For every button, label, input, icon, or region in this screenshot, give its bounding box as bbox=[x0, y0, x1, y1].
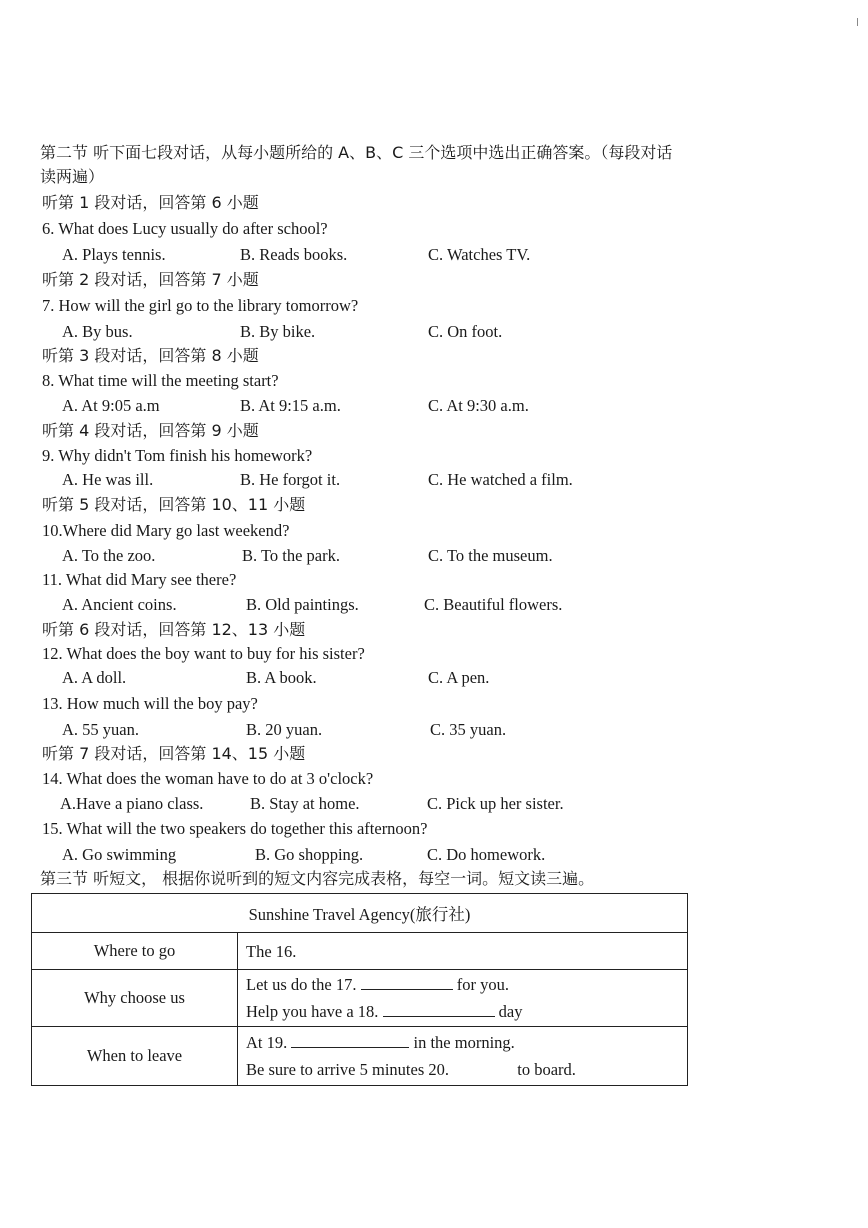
row-label: Where to go bbox=[32, 933, 238, 970]
option-c: C. 35 yuan. bbox=[430, 720, 507, 739]
option-b: B. Stay at home. bbox=[250, 794, 360, 813]
row-label: Why choose us bbox=[32, 970, 238, 1027]
option-c: C. A pen. bbox=[428, 668, 490, 687]
dialogue-header: 听第 3 段对话，回答第 8 小题 bbox=[42, 346, 259, 365]
question-stem: 9. Why didn't Tom finish his homework? bbox=[42, 446, 313, 465]
section2-instructions-line2: 读两遍） bbox=[40, 167, 105, 186]
text-before-blank: Be sure to arrive 5 minutes 20. bbox=[246, 1060, 449, 1079]
question-stem: 8. What time will the meeting start? bbox=[42, 371, 279, 390]
section2-instructions-line1: 第二节 听下面七段对话，从每小题所给的 A、B、C 三个选项中选出正确答案。（每段对话 bbox=[40, 143, 673, 162]
row-content bbox=[238, 933, 688, 970]
option-a: A. Go swimming bbox=[62, 845, 177, 864]
text-before-blank: Help you have a 18. bbox=[246, 1002, 379, 1021]
option-b: B. By bike. bbox=[240, 322, 316, 341]
dialogue-header: 听第 2 段对话，回答第 7 小题 bbox=[42, 270, 259, 289]
question-stem: 13. How much will the boy pay? bbox=[42, 694, 258, 713]
question-stem: 12. What does the boy want to buy for his sister? bbox=[42, 644, 365, 663]
option-a: A.Have a piano class. bbox=[60, 794, 204, 813]
question-stem: 7. How will the girl go to the library tomorrow? bbox=[42, 296, 359, 315]
dialogue-header: 听第 1 段对话，回答第 6 小题 bbox=[42, 193, 259, 212]
option-b: B. Old paintings. bbox=[246, 595, 359, 614]
option-a: A. 55 yuan. bbox=[62, 720, 139, 739]
option-c: C. At 9:30 a.m. bbox=[428, 396, 529, 415]
answer-blank-17[interactable] bbox=[361, 973, 453, 990]
table-row bbox=[32, 970, 688, 1027]
question-stem: 15. What will the two speakers do together this afternoon? bbox=[42, 819, 428, 838]
option-b: B. Go shopping. bbox=[255, 845, 364, 864]
option-a: A. By bus. bbox=[62, 322, 133, 341]
content-line bbox=[246, 998, 687, 1025]
content-line bbox=[246, 1056, 687, 1083]
question-stem: 14. What does the woman have to do at 3 o'clock? bbox=[42, 769, 374, 788]
dialogue-header: 听第 5 段对话，回答第 10、11 小题 bbox=[42, 495, 306, 514]
option-a: A. At 9:05 a.m bbox=[62, 396, 160, 415]
dialogue-header: 听第 7 段对话，回答第 14、15 小题 bbox=[42, 744, 306, 763]
option-c: C. Watches TV. bbox=[428, 245, 531, 264]
content-line bbox=[246, 1029, 687, 1056]
row-content bbox=[238, 970, 688, 1027]
text-after-blank: to board. bbox=[517, 1060, 576, 1079]
text-before-blank: Let us do the 17. bbox=[246, 975, 357, 994]
travel-agency-table bbox=[31, 893, 688, 1086]
option-c: C. Do homework. bbox=[427, 845, 546, 864]
scan-mark bbox=[857, 18, 858, 26]
option-c: C. On foot. bbox=[428, 322, 503, 341]
option-a: A. To the zoo. bbox=[62, 546, 156, 565]
answer-blank-19[interactable] bbox=[291, 1031, 409, 1048]
content-line bbox=[246, 971, 687, 998]
text-before-blank: At 19. bbox=[246, 1033, 288, 1052]
option-b: B. 20 yuan. bbox=[246, 720, 323, 739]
row-content bbox=[238, 1027, 688, 1086]
answer-16-text: The 16. bbox=[246, 941, 297, 961]
option-c: C. Pick up her sister. bbox=[427, 794, 564, 813]
text-after-blank: day bbox=[498, 1002, 523, 1021]
question-stem: 10.Where did Mary go last weekend? bbox=[42, 521, 290, 540]
answer-blank-18[interactable] bbox=[383, 1000, 495, 1017]
question-stem: 11. What did Mary see there? bbox=[42, 570, 237, 589]
answer-blank-20[interactable] bbox=[453, 1058, 513, 1075]
question-stem: 6. What does Lucy usually do after school? bbox=[42, 219, 328, 238]
dialogue-header: 听第 4 段对话，回答第 9 小题 bbox=[42, 421, 259, 440]
option-c: C. Beautiful flowers. bbox=[424, 595, 563, 614]
option-b: B. To the park. bbox=[242, 546, 340, 565]
row-label: When to leave bbox=[32, 1027, 238, 1086]
option-b: B. At 9:15 a.m. bbox=[240, 396, 341, 415]
section3-instructions: 第三节 听短文， 根据你说听到的短文内容完成表格，每空一词。短文读三遍。 bbox=[40, 869, 595, 888]
option-b: B. Reads books. bbox=[240, 245, 348, 264]
option-b: B. A book. bbox=[246, 668, 317, 687]
option-a: A. He was ill. bbox=[62, 470, 154, 489]
table-row bbox=[32, 1027, 688, 1086]
option-b: B. He forgot it. bbox=[240, 470, 341, 489]
table-row bbox=[32, 933, 688, 970]
text-after-blank: in the morning. bbox=[413, 1033, 515, 1052]
option-a: A. Plays tennis. bbox=[62, 245, 166, 264]
table-title: Sunshine Travel Agency(旅行社) bbox=[32, 894, 688, 933]
option-a: A. Ancient coins. bbox=[62, 595, 177, 614]
dialogue-header: 听第 6 段对话，回答第 12、13 小题 bbox=[42, 620, 306, 639]
option-a: A. A doll. bbox=[62, 668, 127, 687]
option-c: C. To the museum. bbox=[428, 546, 553, 565]
text-after-blank: for you. bbox=[456, 975, 509, 994]
option-c: C. He watched a film. bbox=[428, 470, 573, 489]
